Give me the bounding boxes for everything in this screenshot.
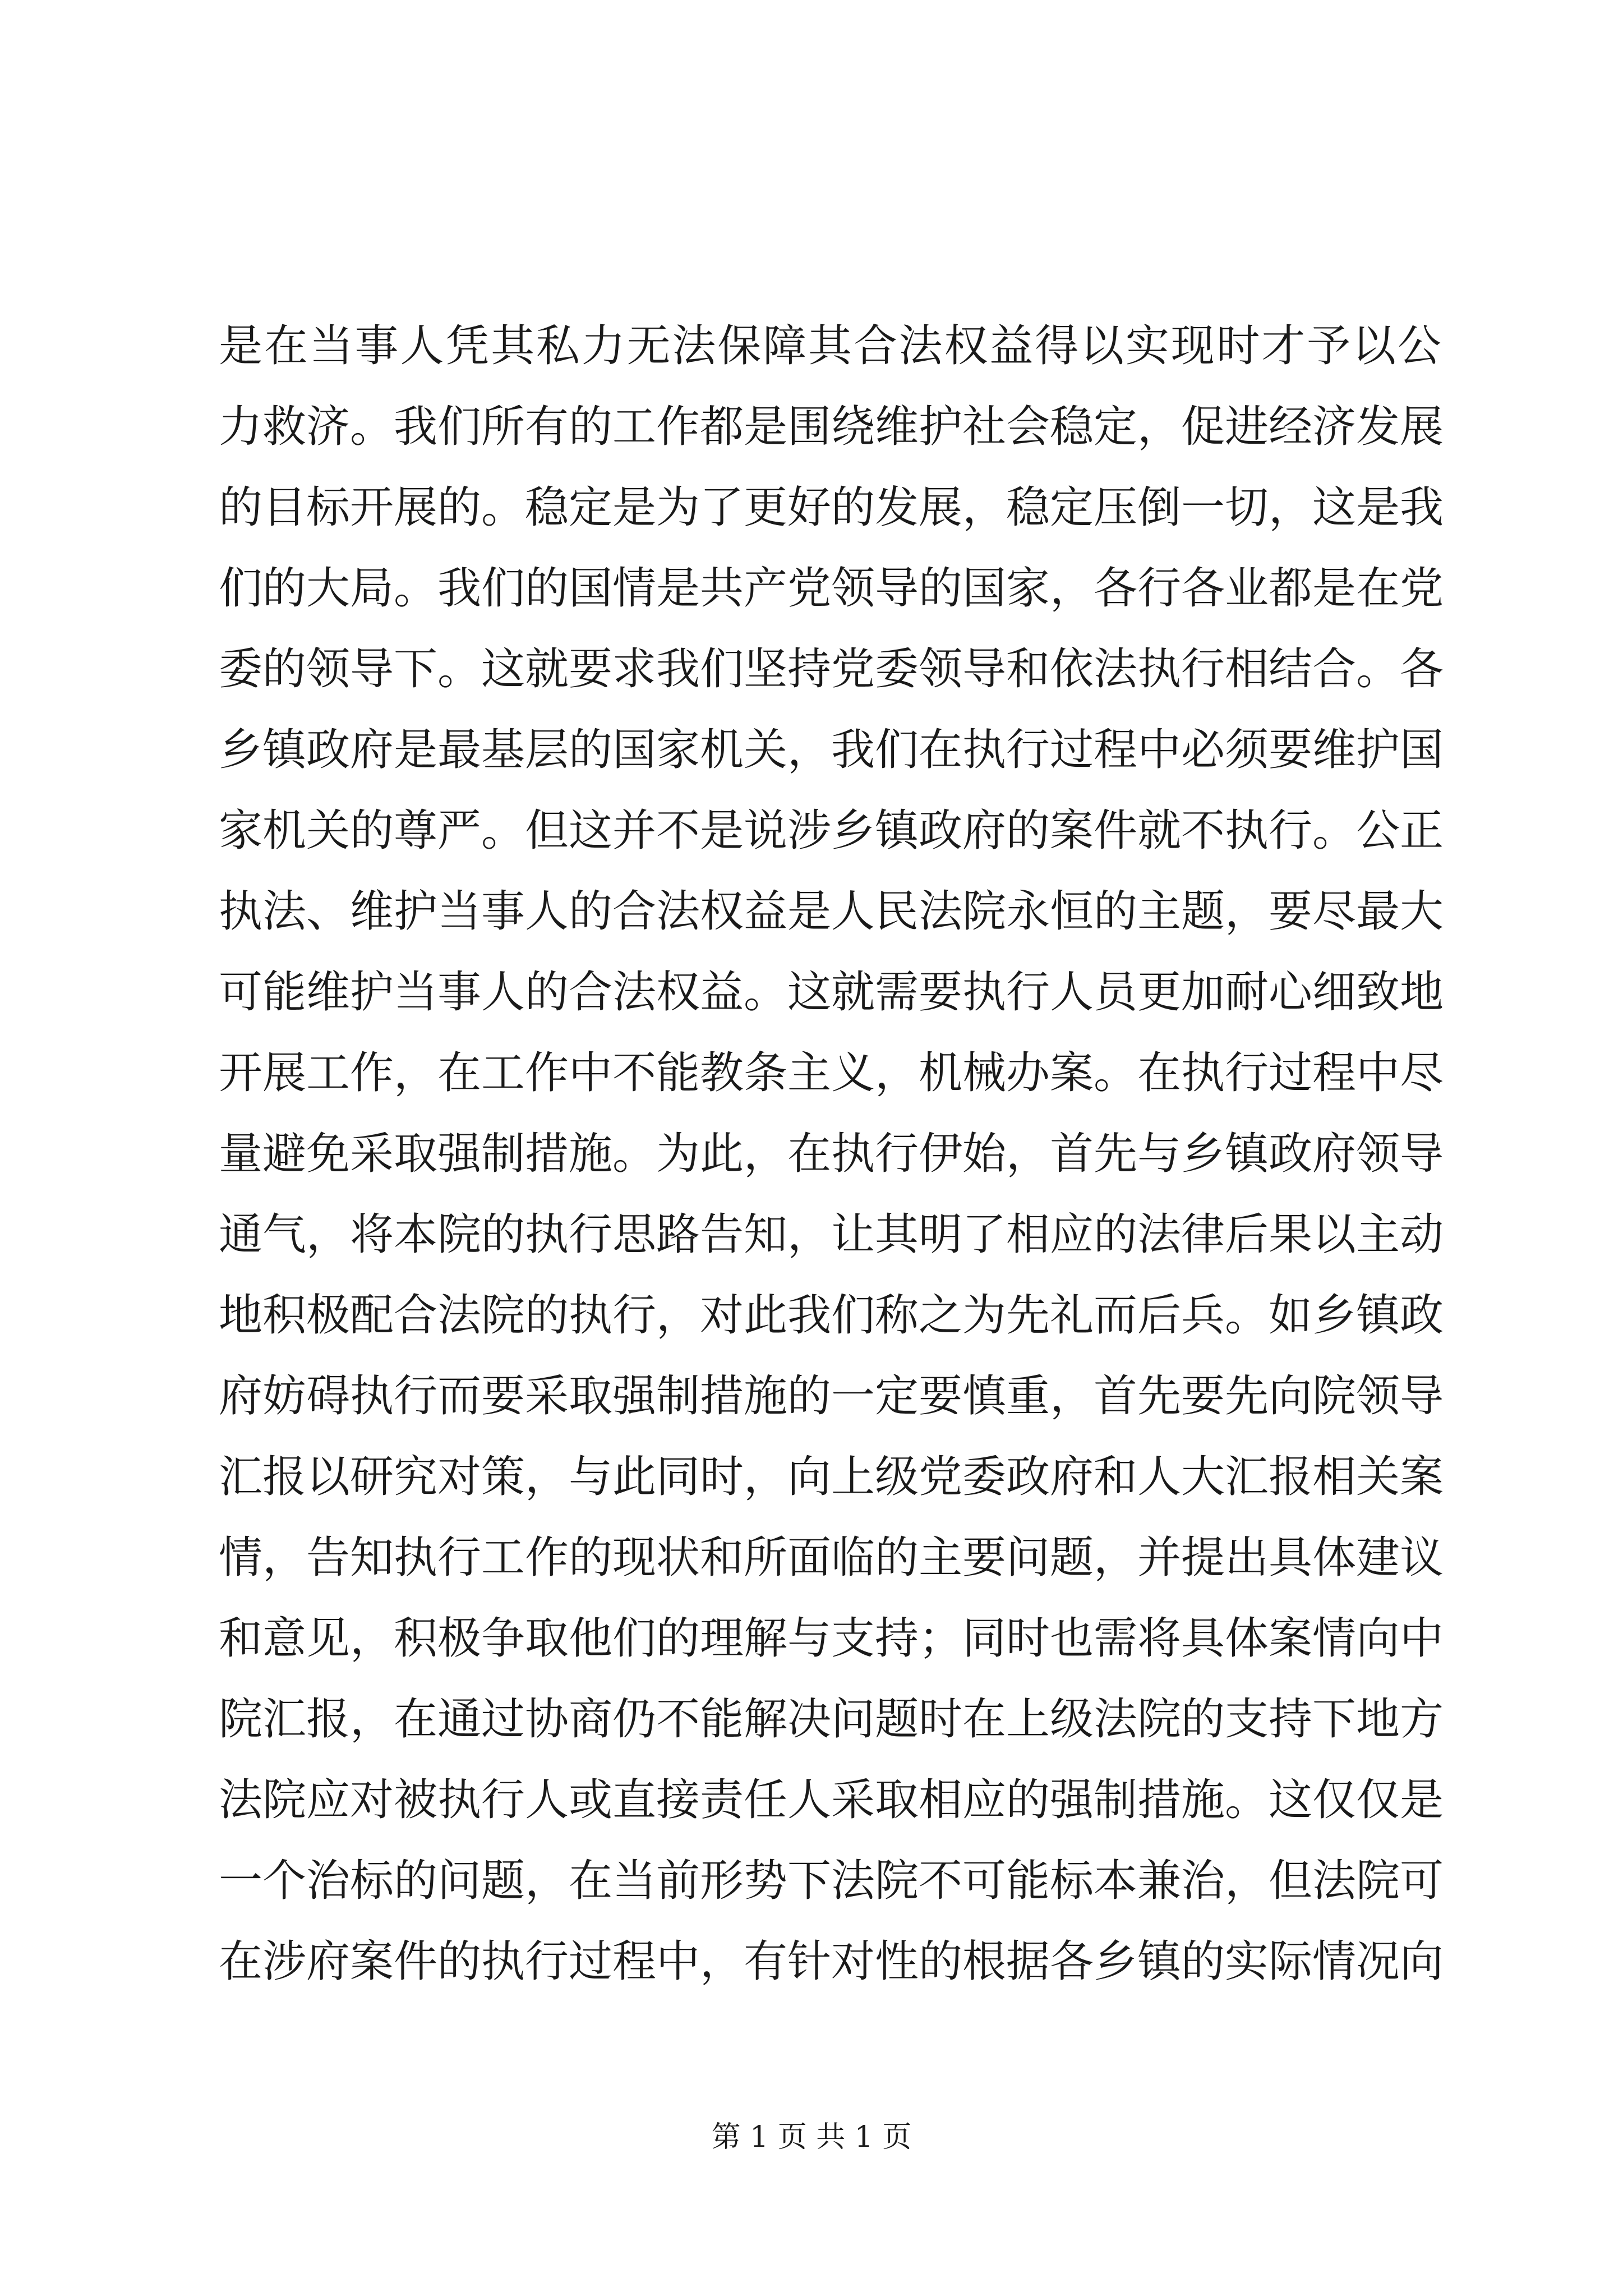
- text-line: 情，告知执行工作的现状和所面临的主要问题，并提出具体建议: [219, 1533, 1444, 1583]
- text-line: 地积极配合法院的执行，对此我们称之为先礼而后兵。如乡镇政: [219, 1290, 1444, 1341]
- text-line: 一个治标的问题，在当前形势下法院不可能标本兼治，但法院可: [219, 1856, 1444, 1906]
- text-line: 力救济。我们所有的工作都是围绕维护社会稳定，促进经济发展: [219, 402, 1444, 452]
- body-text: [219, 306, 1444, 2002]
- text-line: 量避免采取强制措施。为此，在执行伊始，首先与乡镇政府领导: [219, 1129, 1444, 1179]
- page-number-footer: 第 1 页 共 1 页: [711, 2120, 912, 2154]
- text-line: 通气，将本院的执行思路告知，让其明了相应的法律后果以主动: [219, 1209, 1444, 1260]
- text-line: 可能维护当事人的合法权益。这就需要执行人员更加耐心细致地: [219, 967, 1444, 1018]
- text-line: 的目标开展的。稳定是为了更好的发展，稳定压倒一切，这是我: [219, 482, 1444, 533]
- text-line: 委的领导下。这就要求我们坚持党委领导和依法执行相结合。各: [219, 644, 1444, 694]
- text-line: 开展工作，在工作中不能教条主义，机械办案。在执行过程中尽: [219, 1048, 1444, 1098]
- text-line: 府妨碍执行而要采取强制措施的一定要慎重，首先要先向院领导: [219, 1371, 1444, 1421]
- text-line: 汇报以研究对策，与此同时，向上级党委政府和人大汇报相关案: [219, 1452, 1444, 1502]
- text-line: 和意见，积极争取他们的理解与支持；同时也需将具体案情向中: [219, 1613, 1444, 1664]
- text-line: 乡镇政府是最基层的国家机关，我们在执行过程中必须要维护国: [219, 725, 1444, 775]
- text-line: 执法、维护当事人的合法权益是人民法院永恒的主题，要尽最大: [219, 886, 1444, 937]
- text-line: 法院应对被执行人或直接责任人采取相应的强制措施。这仅仅是: [219, 1775, 1444, 1825]
- text-line: 家机关的尊严。但这并不是说涉乡镇政府的案件就不执行。公正: [219, 806, 1444, 856]
- text-line: 是在当事人凭其私力无法保障其合法权益得以实现时才予以公: [219, 321, 1441, 371]
- text-line: 院汇报，在通过协商仍不能解决问题时在上级法院的支持下地方: [219, 1694, 1444, 1745]
- text-line: 们的大局。我们的国情是共产党领导的国家，各行各业都是在党: [219, 563, 1444, 614]
- text-line: 在涉府案件的执行过程中，有针对性的根据各乡镇的实际情况向: [219, 1936, 1444, 1987]
